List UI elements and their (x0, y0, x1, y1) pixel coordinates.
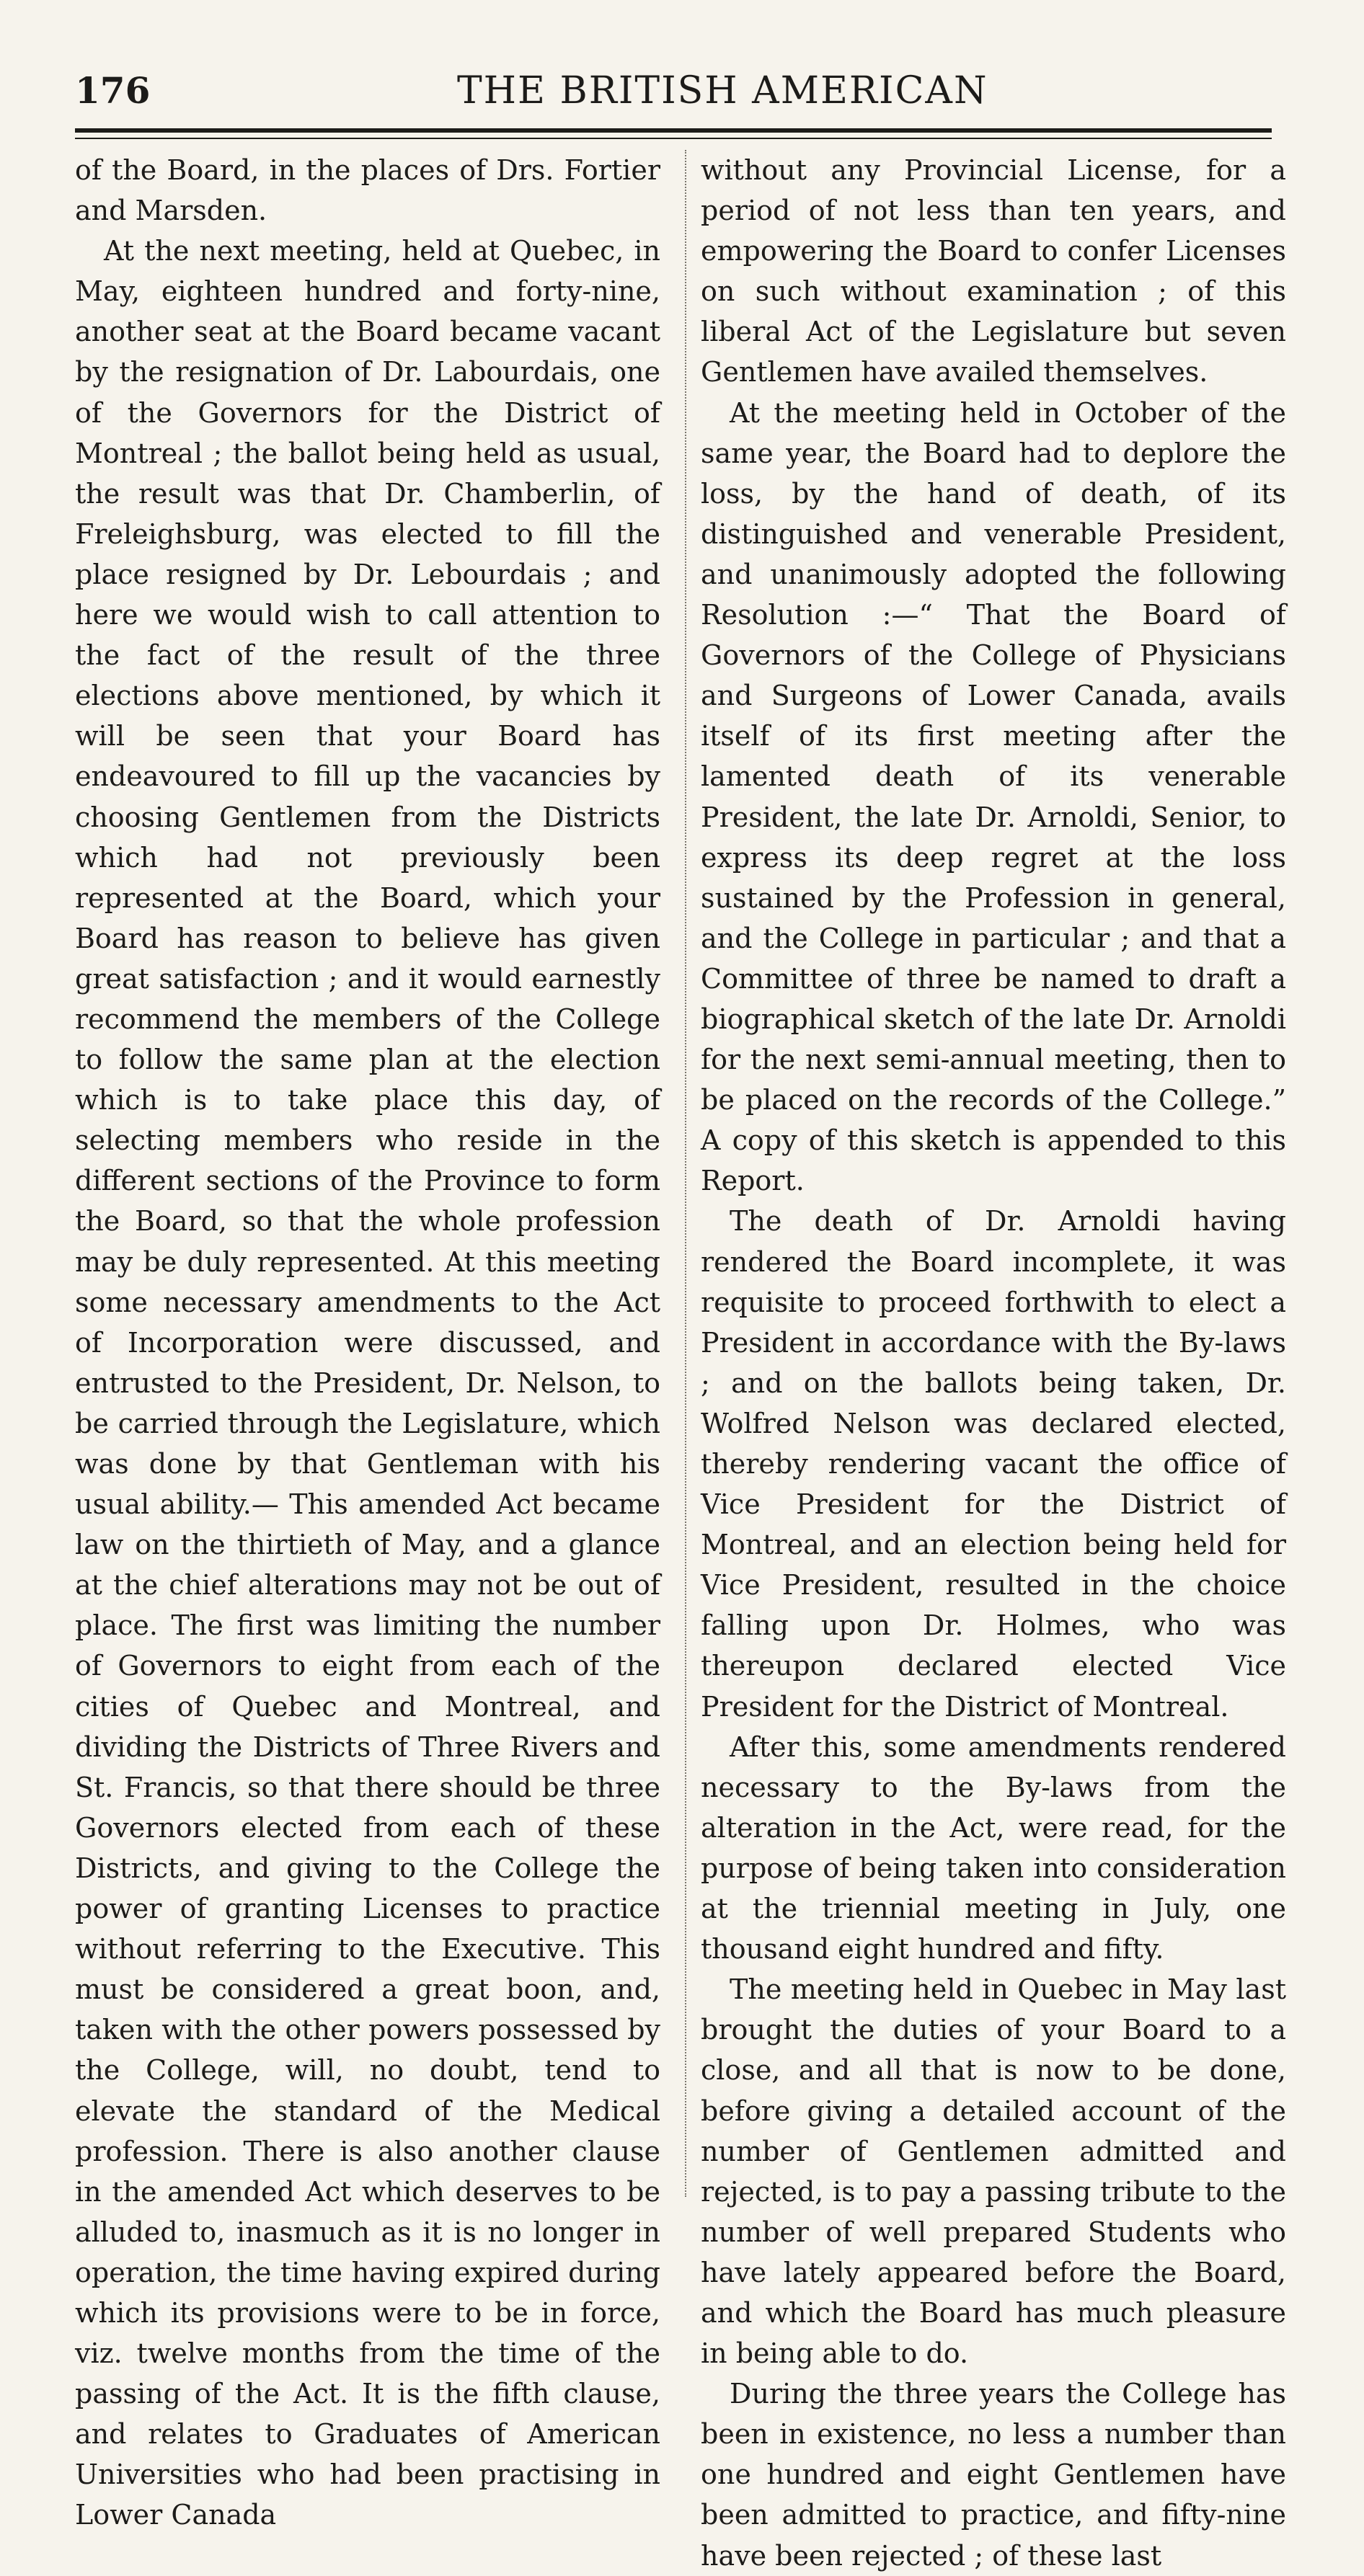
header-rule-thin (75, 138, 1272, 139)
header-rule-thick (75, 128, 1272, 133)
left-column (75, 150, 660, 2531)
page-header (75, 65, 1272, 123)
column-divider (685, 150, 687, 2197)
right-column (701, 150, 1286, 2572)
paragraph: The death of Dr. Arnoldi having rendered the Board incomplete, it was requisite to proceed forthwith to elect a President in accordance with the By-laws ; and on the ballots being taken, Dr. Wolfred Nelson was declared elected, thereby rendering vacant the office of Vice President for the District of Montreal, and an election being held for Vice President, resulted in the choice falling upon Dr. Holmes, who was thereupon declared elected Vice President for the District of Montreal. (701, 1205, 1286, 1723)
paragraph: without any Provincial License, for a period of not less than ten years, and empowering the Board to confer Licenses on such without examination ; of this liberal Act of the Legislature but seven Gentlemen have availed themselves. (701, 154, 1286, 388)
page-number: 176 (75, 69, 151, 112)
paragraph: The meeting held in Quebec in May last brought the duties of your Board to a close, and all that is now to be done, before giving a detailed account of the number of Gentlemen admitted and rejected, is to pay a passing tribute to the number of well prepared Students who have lately appeared before the Board, and which the Board has much pleasure in being able to do. (701, 1973, 1286, 2370)
paragraph: At the next meeting, held at Quebec, in May, eighteen hundred and forty-nine, another seat at the Board became vacant by the resignation of Dr. Labourdais, one of the Governors for the District of Montreal ; the ballot being held as usual, the result was that Dr. Chamberlin, of Freleighsburg, was elected to fill the place resigned by Dr. Lebourdais ; and here we would wish to call attention to the fact of the result of the three elections above mentioned, by which it will be seen that your Board has endeavoured to fill up the vacancies by choosing Gentlemen from the Districts which had not previously been represented at the Board, which your Board has reason to believe has given great satisfaction ; and it would earnestly recommend the members of the College to follow the same plan at the election which is to take place this day, of selecting members who reside in the different sections of the Province to form the Board, so that the whole profession may be duly represented. At this meeting some necessary amendments to the Act of Incorporation were discussed, and entrusted to the President, Dr. Nelson, to be carried through the Legislature, which was done by that Gentleman with his usual ability.— This amended Act became law on the thirtieth of May, and a glance at the chief alterations may not be out of place. The first was limiting the number of Governors to eight from each of the cities of Quebec and Montreal, and dividing the Districts of Three Rivers and St. Francis, so that there should be three Governors elected from each of these Districts, and giving to the College the power of granting Licenses to practice without referring to the Executive. This must be considered a great boon, and, taken with the other powers possessed by the College, will, no doubt, tend to elevate the standard of the Medical profession. There is also another clause in the amended Act which deserves to be alluded to, inasmuch as it is no longer in operation, the time having expired during which its provisions were to be in force, viz. twelve months from the time of the passing of the Act. It is the fifth clause, and relates to Graduates of American Universities who had been practising in Lower Canada (75, 235, 660, 2531)
paragraph: At the meeting held in October of the same year, the Board had to deplore the loss, by the hand of death, of its distinguished and venerable President, and unanimously adopted the following Resolution :—“ That the Board of Governors of the College of Physicians and Surgeons of Lower Canada, avails itself of its first meeting after the lamented death of its venerable President, the late Dr. Arnoldi, Senior, to express its deep regret at the loss sustained by the Profession in general, and the College in particular ; and that a Committee of three be named to draft a biographical sketch of the late Dr. Arnoldi for the next semi-annual meeting, then to be placed on the records of the College.” A copy of this sketch is appended to this Report. (701, 396, 1286, 1197)
running-title: THE BRITISH AMERICAN (457, 69, 988, 112)
paragraph: of the Board, in the places of Drs. Fortier and Marsden. (75, 154, 660, 227)
paragraph: After this, some amendments rendered necessary to the By-laws from the alteration in the Act, were read, for the purpose of being taken into consideration at the triennial meeting in July, one thousand eight hundred and fifty. (701, 1731, 1286, 1966)
paragraph: During the three years the College has been in existence, no less a number than one hundred and eight Gentlemen have been admitted to practice, and fifty-nine have been rejected ; of these last (701, 2378, 1286, 2572)
